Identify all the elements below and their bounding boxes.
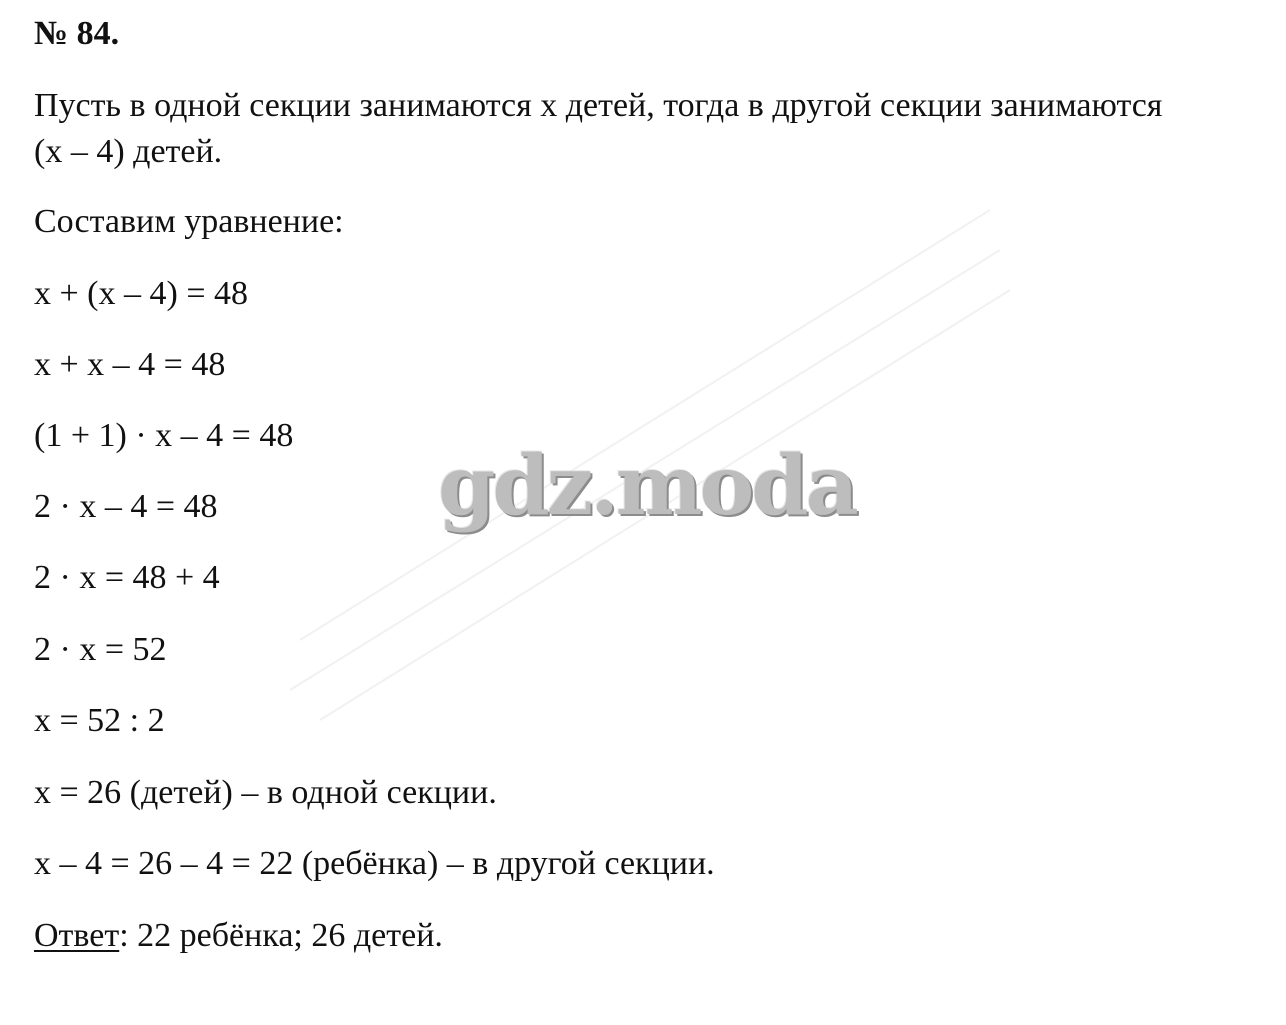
equation-step-1: x + (x – 4) = 48 <box>34 275 248 312</box>
equation-step-7: x = 52 : 2 <box>34 702 165 739</box>
watermark-logo: gdz.moda <box>438 438 856 534</box>
intro-line-1: Пусть в одной секции занимаются x детей, тогда в другой секции занимаются <box>34 87 1163 124</box>
equation-step-5: 2 · x = 48 + 4 <box>34 559 220 596</box>
equation-step-3: (1 + 1) · x – 4 = 48 <box>34 417 294 454</box>
equation-step-8: x = 26 (детей) – в одной секции. <box>34 774 497 811</box>
problem-number: № 84. <box>34 15 120 52</box>
answer-text: : 22 ребёнка; 26 детей. <box>119 917 443 954</box>
intro-line-2: (x – 4) детей. <box>34 133 223 170</box>
equation-step-6: 2 · x = 52 <box>34 631 167 668</box>
equation-step-9: x – 4 = 26 – 4 = 22 (ребёнка) – в другой секции. <box>34 845 715 882</box>
compose-equation-label: Составим уравнение: <box>34 203 344 240</box>
equation-step-2: x + x – 4 = 48 <box>34 346 226 383</box>
equation-step-4: 2 · x – 4 = 48 <box>34 488 218 525</box>
answer-label: Ответ <box>34 917 120 954</box>
answer-line <box>34 916 443 956</box>
